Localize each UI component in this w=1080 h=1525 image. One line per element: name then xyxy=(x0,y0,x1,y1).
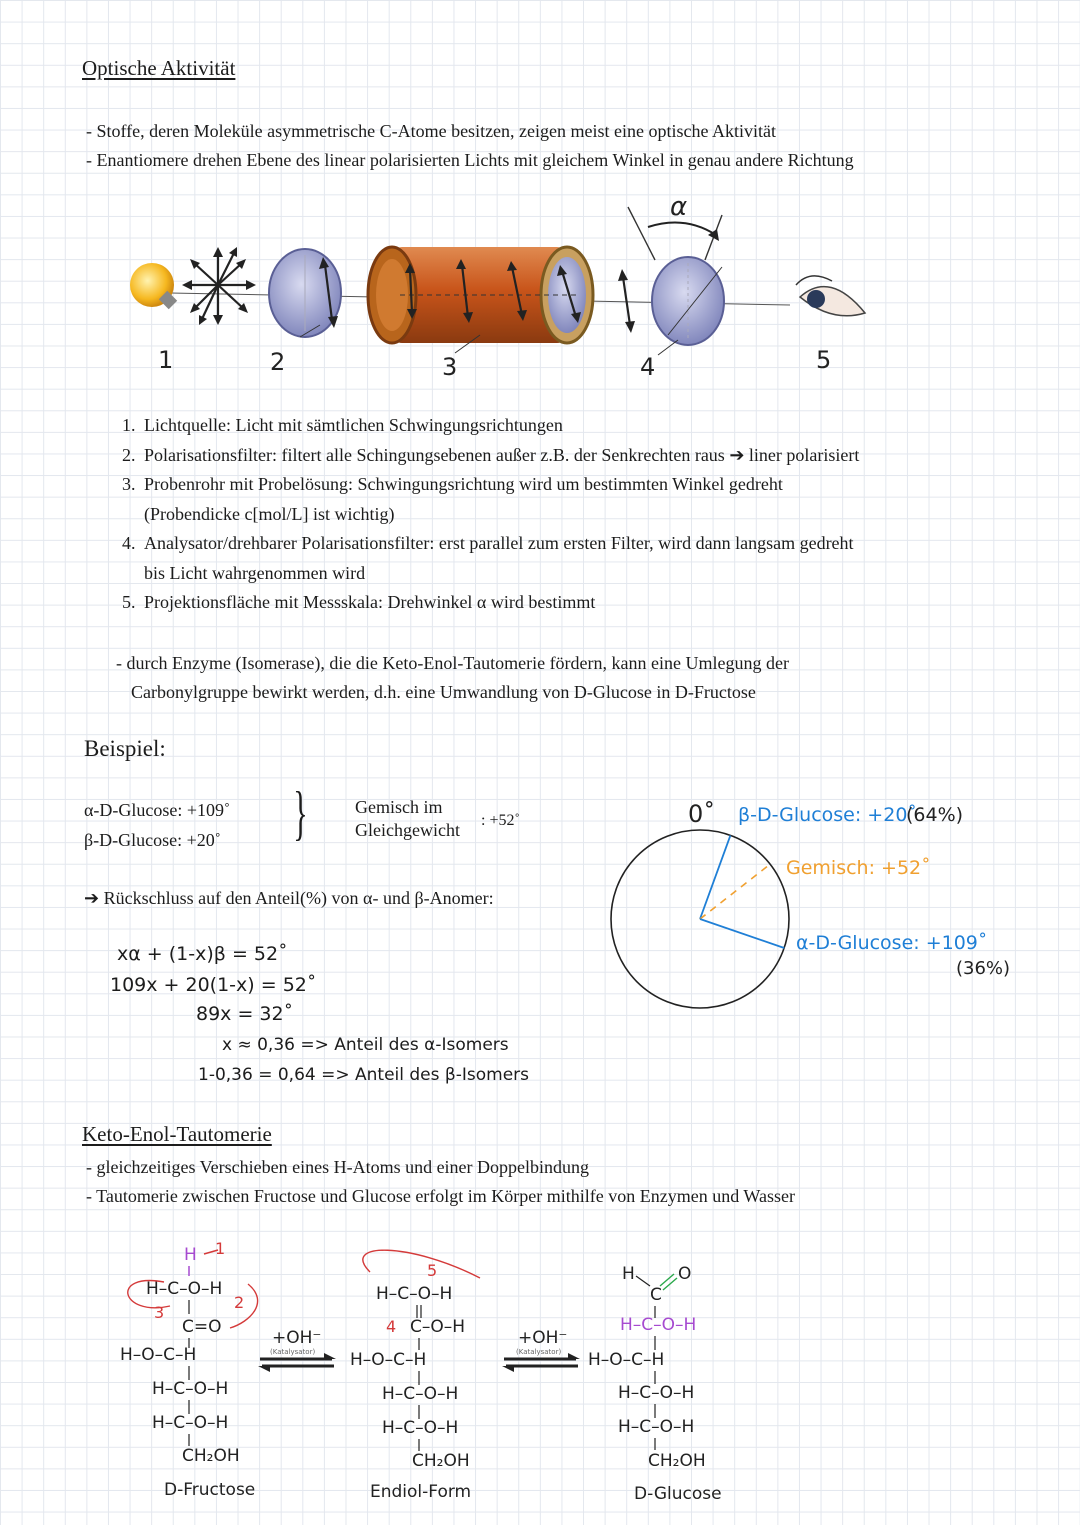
steps-list xyxy=(112,411,859,618)
endiol-structure xyxy=(350,1250,480,1502)
mixture-angle-label: Gemisch: +52˚ xyxy=(786,857,931,879)
step-line: Probenrohr mit Probelösung: Schwingungsrichtung wird um bestimmten Winkel gedreht xyxy=(144,474,783,494)
analyzer-filter xyxy=(628,207,724,345)
catalyst-reagent-1: +OH⁻ xyxy=(272,1328,322,1348)
step-item xyxy=(140,588,859,618)
glucose-c4-row: H–C–O–H xyxy=(618,1383,695,1403)
sample-tube xyxy=(368,247,593,343)
beta-glucose-value: β-D-Glucose: +20˚ xyxy=(84,830,221,850)
step-item xyxy=(140,441,859,471)
calc-line-2: 109x + 20(1-x) = 52˚ xyxy=(110,974,317,996)
glucose-aldehyde-o: O xyxy=(678,1264,692,1284)
glucose-c5-row: H–C–O–H xyxy=(618,1417,695,1437)
endiol-ch2oh: CH₂OH xyxy=(412,1451,470,1471)
step-item xyxy=(140,411,859,441)
rotation-angle-diagram xyxy=(600,790,1070,1030)
enzyme-note-line1: - durch Enzyme (Isomerase), die die Keto-Enol-Tautomerie fördern, kann eine Umlegung der xyxy=(116,653,789,673)
fructose-c1-row: H–C–O–H xyxy=(146,1279,223,1299)
polarimeter-diagram xyxy=(110,185,900,385)
alpha-glucose-value: α-D-Glucose: +109˚ xyxy=(84,800,231,820)
zero-degree-label: 0˚ xyxy=(688,800,716,828)
d-fructose-structure xyxy=(120,1239,258,1500)
mixture-value: : +52˚ xyxy=(481,812,520,829)
step-line: Analysator/drehbarer Polarisationsfilter: erst parallel zum ersten Filter, wird dann langsam gedreht xyxy=(144,533,854,553)
apparatus-label-5: 5 xyxy=(816,346,832,374)
fructose-ch2oh: CH₂OH xyxy=(182,1446,240,1466)
endiol-c1-row: H–C–O–H xyxy=(376,1284,453,1304)
endiol-c3-row: H–O–C–H xyxy=(350,1350,427,1370)
migrating-h-atom: H xyxy=(184,1245,197,1265)
glucose-aldehyde-c: C xyxy=(650,1285,662,1305)
curly-brace: } xyxy=(293,780,308,846)
step-line: Polarisationsfilter: filtert alle Schingungsebenen außer z.B. der Senkrechten raus ➔ liner polarisiert xyxy=(144,444,860,465)
fructose-c5-row: H–C–O–H xyxy=(152,1413,229,1433)
eye-icon xyxy=(796,276,865,316)
step-item xyxy=(140,529,859,588)
glucose-ch2oh: CH₂OH xyxy=(648,1451,706,1471)
catalyst-reagent-2: +OH⁻ xyxy=(518,1328,568,1348)
calc-line-4: x ≈ 0,36 => Anteil des α-Isomers xyxy=(222,1035,509,1055)
beta-glucose-angle-label: β-D-Glucose: +20˚ xyxy=(738,804,917,826)
calc-line-1: xα + (1-x)β = 52˚ xyxy=(117,943,288,965)
enzyme-note-line2: Carbonylgruppe bewirkt werden, d.h. eine Umwandlung von D-Glucose in D-Fructose xyxy=(131,682,756,702)
step-number-2: 2 xyxy=(234,1293,245,1312)
glucose-c3-row: H–O–C–H xyxy=(588,1350,665,1370)
step-line: Projektionsfläche mit Messskala: Drehwinkel α wird bestimmt xyxy=(144,592,596,612)
apparatus-label-1: 1 xyxy=(158,346,174,374)
label-d-fructose: D-Fructose xyxy=(164,1480,256,1500)
endiol-c4-row: H–C–O–H xyxy=(382,1384,459,1404)
step-number-3: 3 xyxy=(154,1303,165,1322)
fructose-c4-row: H–C–O–H xyxy=(152,1379,229,1399)
keto-enol-reaction-scheme xyxy=(100,1232,760,1512)
step-item xyxy=(140,470,859,529)
label-endiol: Endiol-Form xyxy=(370,1482,472,1502)
glucose-aldehyde-h: H xyxy=(622,1264,635,1284)
light-bulb-icon xyxy=(130,263,177,309)
beta-percentage: (64%) xyxy=(906,804,964,826)
step-line-2: bis Licht wahrgenommen wird xyxy=(144,562,366,583)
apparatus-label-2: 2 xyxy=(270,348,286,376)
catalyst-note-1: (Katalysator) xyxy=(270,1348,316,1356)
section-title-keto-enol: Keto-Enol-Tautomerie xyxy=(82,1122,272,1146)
catalyst-note-2: (Katalysator) xyxy=(516,1348,562,1356)
bullet-asymmetric-c: - Stoffe, deren Moleküle asymmetrische C-Atome besitzen, zeigen meist eine optische Aktivität xyxy=(86,121,776,141)
step-line: Lichtquelle: Licht mit sämtlichen Schwingungsrichtungen xyxy=(144,415,563,435)
alpha-angle-label: α xyxy=(670,192,688,222)
equilibrium-arrow-2 xyxy=(502,1328,580,1372)
bullet-h-shift: - gleichzeitiges Verschieben eines H-Atoms und einer Doppelbindung xyxy=(86,1157,590,1177)
step-number-4: 4 xyxy=(386,1317,397,1336)
calc-line-5: 1-0,36 = 0,64 => Anteil des β-Isomers xyxy=(198,1065,530,1085)
alpha-angle-line xyxy=(700,919,784,948)
alpha-percentage: (36%) xyxy=(956,958,1011,979)
bullet-enzyme-water: - Tautomerie zwischen Fructose und Glucose erfolgt im Körper mithilfe von Enzymen und Wasser xyxy=(86,1186,795,1206)
fructose-carbonyl: C=O xyxy=(182,1317,222,1337)
apparatus-label-4: 4 xyxy=(640,353,656,381)
bullet-enantiomers: - Enantiomere drehen Ebene des linear polarisierten Lichts mit gleichem Winkel in genau andere Richtung xyxy=(86,150,854,170)
step-number-1: 1 xyxy=(215,1239,226,1258)
section-title-optische-aktivitaet: Optische Aktivität xyxy=(82,56,236,80)
equilibrium-arrow-1 xyxy=(258,1328,336,1372)
endiol-c2-row: C–O–H xyxy=(410,1317,466,1337)
apparatus-label-3: 3 xyxy=(442,353,458,381)
d-glucose-structure xyxy=(588,1264,722,1504)
calc-line-3: 89x = 32˚ xyxy=(196,1003,294,1025)
fructose-c3-row: H–O–C–H xyxy=(120,1345,197,1365)
alpha-glucose-angle-label: α-D-Glucose: +109˚ xyxy=(796,932,988,954)
endiol-c5-row: H–C–O–H xyxy=(382,1418,459,1438)
polarizer-filter xyxy=(269,249,341,337)
step-line-2: (Probendicke c[mol/L] ist wichtig) xyxy=(144,503,395,524)
mixture-label-line1: Gemisch im xyxy=(355,797,443,817)
step-number-5: 5 xyxy=(427,1261,438,1280)
conclusion-line: ➔ Rückschluss auf den Anteil(%) von α- und β-Anomer: xyxy=(84,888,494,908)
glucose-c2-row: H–C–O–H xyxy=(620,1315,697,1335)
mixture-label-line2: Gleichgewicht xyxy=(355,820,460,840)
example-heading: Beispiel: xyxy=(84,736,166,761)
label-d-glucose: D-Glucose xyxy=(634,1484,722,1504)
